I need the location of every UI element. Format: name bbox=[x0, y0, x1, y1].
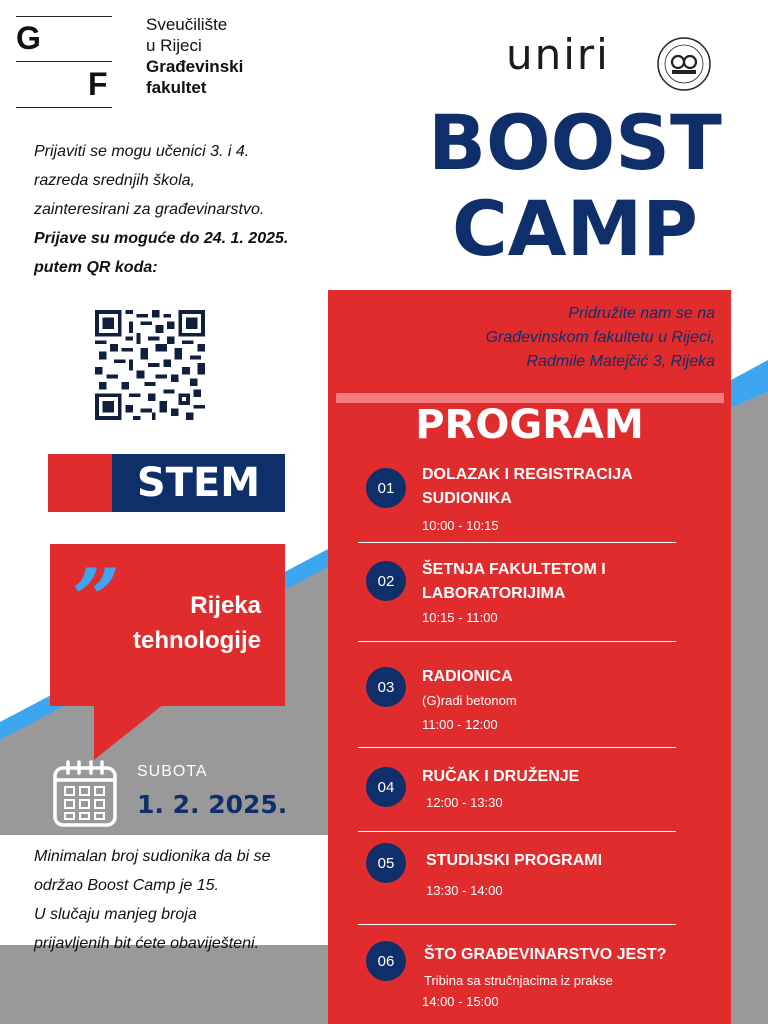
item-number: 05 bbox=[366, 843, 406, 883]
item-divider bbox=[358, 641, 676, 642]
item-title: DOLAZAK I REGISTRACIJA SUDIONIKA bbox=[422, 466, 633, 507]
item-time: 10:15 - 11:00 bbox=[422, 610, 498, 625]
note-line-3: U slučaju manjeg broja bbox=[34, 906, 197, 923]
title-line-2: CAMP bbox=[452, 184, 698, 273]
item-time: 13:30 - 14:00 bbox=[426, 883, 503, 898]
gf-letter-f: F bbox=[88, 66, 108, 102]
item-number: 03 bbox=[366, 667, 406, 707]
item-subtitle: Tribina sa stručnjacima iz prakse bbox=[424, 973, 613, 988]
qr-code[interactable] bbox=[91, 310, 209, 420]
item-divider bbox=[358, 542, 676, 543]
faculty-name bbox=[146, 14, 243, 98]
quote-text bbox=[133, 588, 261, 658]
institution-line-1: Sveučilište bbox=[146, 15, 228, 34]
item-divider bbox=[358, 831, 676, 832]
intro-deadline: Prijave su moguće do 24. 1. 2025. bbox=[34, 230, 289, 247]
item-title: ŠETNJA FAKULTETOM I LABORATORIJIMA bbox=[422, 561, 606, 602]
location-line-1: Pridružite nam se na bbox=[568, 305, 715, 322]
university-seal-icon bbox=[656, 36, 712, 92]
item-time: 12:00 - 13:30 bbox=[426, 795, 503, 810]
stem-label: STEM bbox=[112, 454, 285, 512]
item-divider bbox=[358, 747, 676, 748]
item-number: 01 bbox=[366, 468, 406, 508]
note-line-4: prijavljenih bit ćete obaviješteni. bbox=[34, 935, 260, 952]
quote-line-2: tehnologije bbox=[133, 627, 261, 654]
minimum-participants-note bbox=[34, 842, 334, 958]
item-time: 14:00 - 15:00 bbox=[422, 994, 499, 1009]
date-day-label: SUBOTA bbox=[137, 763, 208, 780]
location-line-2: Građevinskom fakultetu u Rijeci, bbox=[485, 329, 715, 346]
stem-accent bbox=[48, 454, 112, 512]
quote-tail bbox=[94, 704, 164, 760]
calendar-icon bbox=[52, 760, 118, 828]
quote-box bbox=[50, 544, 285, 706]
intro-line-2: razreda srednjih škola, bbox=[34, 172, 195, 189]
location-text bbox=[355, 302, 715, 374]
location-line-3: Radmile Matejčić 3, Rijeka bbox=[526, 353, 715, 370]
faculty-logo bbox=[16, 14, 256, 108]
note-line-1: Minimalan broj sudionika da bi se bbox=[34, 848, 271, 865]
date-value: 1. 2. 2025. bbox=[137, 790, 288, 819]
institution-line-2: u Rijeci bbox=[146, 36, 202, 55]
gf-letter-g: G bbox=[16, 20, 41, 56]
item-number: 06 bbox=[366, 941, 406, 981]
item-divider bbox=[358, 924, 676, 925]
quote-mark-icon: ” bbox=[72, 550, 121, 649]
intro-line-1: Prijaviti se mogu učenici 3. i 4. bbox=[34, 143, 250, 160]
note-line-2: održao Boost Camp je 15. bbox=[34, 877, 219, 894]
event-title bbox=[410, 100, 740, 272]
program-title: PROGRAM bbox=[415, 402, 644, 448]
item-title: ŠTO GRAĐEVINARSTVO JEST? bbox=[424, 946, 667, 963]
item-subtitle: (G)radi betonom bbox=[422, 693, 517, 708]
item-title: STUDIJSKI PROGRAMI bbox=[426, 852, 603, 869]
faculty-line-2: fakultet bbox=[146, 78, 207, 97]
item-number: 04 bbox=[366, 767, 406, 807]
program-panel bbox=[328, 290, 731, 1024]
intro-text bbox=[34, 137, 334, 282]
item-time: 11:00 - 12:00 bbox=[422, 717, 498, 732]
faculty-line-1: Građevinski bbox=[146, 57, 244, 76]
uniri-logo: uniri bbox=[506, 30, 610, 79]
item-time: 10:00 - 10:15 bbox=[422, 518, 499, 533]
title-line-1: BOOST bbox=[428, 98, 722, 187]
intro-line-3: zainteresirani za građevinarstvo. bbox=[34, 201, 265, 218]
item-number: 02 bbox=[366, 561, 406, 601]
intro-qr-hint: putem QR koda: bbox=[34, 259, 158, 276]
quote-line-1: Rijeka bbox=[190, 592, 261, 619]
item-title: RADIONICA bbox=[422, 668, 513, 685]
item-title: RUČAK I DRUŽENJE bbox=[422, 768, 580, 785]
